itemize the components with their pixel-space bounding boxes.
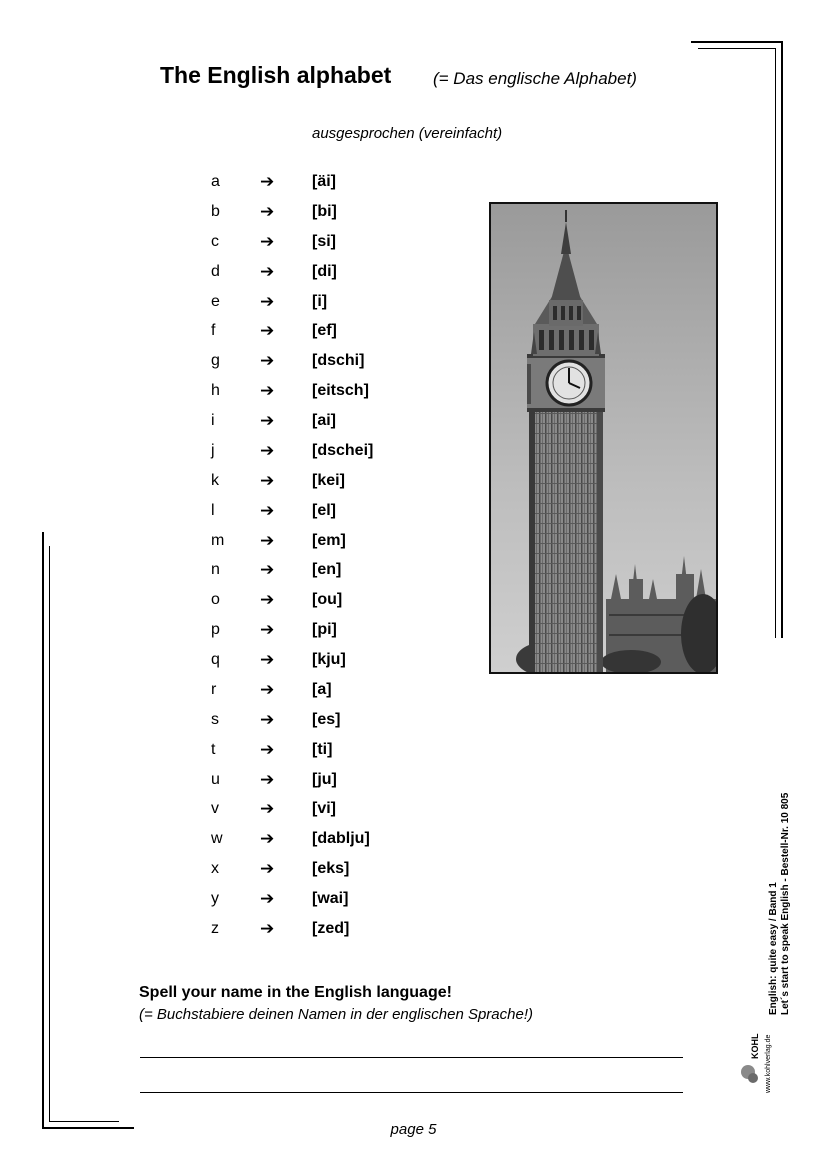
pronunciation: [kei] [312,471,345,489]
alphabet-letter: x [211,860,219,878]
page-title: The English alphabet [160,62,392,88]
alphabet-row [0,173,420,195]
pronunciation: [vi] [312,800,336,818]
alphabet-letter: w [211,830,223,848]
pronunciation: [kju] [312,651,346,669]
arrow-right-icon: ➔ [260,889,275,909]
pronunciation: [ai] [312,412,336,430]
pronunciation: [eks] [312,860,350,878]
arrow-right-icon: ➔ [260,201,275,221]
answer-line-2[interactable] [140,1092,683,1093]
frame-top-outer [691,41,783,43]
book-line: Let´s start to speak English - Bestell-Nr. 10 805 [780,792,791,1015]
arrow-right-icon: ➔ [260,769,275,789]
pronunciation: [ou] [312,591,343,609]
arrow-right-icon: ➔ [260,381,275,401]
alphabet-row [0,621,420,643]
arrow-right-icon: ➔ [260,859,275,879]
arrow-right-icon: ➔ [260,590,275,610]
pronunciation: [äi] [312,173,336,190]
alphabet-row [0,293,420,315]
alphabet-row [0,920,420,942]
arrow-right-icon: ➔ [260,321,275,341]
pronunciation: [es] [312,710,341,728]
pronunciation: [bi] [312,202,337,220]
alphabet-row [0,532,420,554]
alphabet-row [0,233,420,255]
alphabet-row [0,681,420,703]
alphabet-row [0,800,420,822]
series-line: English: quite easy / Band 1 [768,882,779,1015]
big-ben-photo [489,202,718,674]
alphabet-letter: i [211,412,215,430]
alphabet-row [0,263,420,285]
alphabet-row [0,860,420,882]
alphabet-letter: r [211,680,217,698]
arrow-right-icon: ➔ [260,709,275,729]
page-subtitle: (= Das englische Alphabet) [433,69,637,88]
alphabet-letter: k [211,471,219,489]
publisher-website: www.kohlverlag.de [765,1034,772,1093]
alphabet-letter: g [211,352,220,370]
alphabet-row [0,502,420,524]
alphabet-row [0,561,420,583]
alphabet-letter: s [211,710,219,728]
pronunciation: [dschi] [312,352,365,370]
arrow-right-icon: ➔ [260,500,275,520]
pronunciation: [si] [312,232,336,250]
alphabet-row [0,591,420,613]
pronunciation: [a] [312,680,332,698]
publisher-name: KOHL [750,1033,760,1059]
pronunciation: [ju] [312,770,337,788]
arrow-right-icon: ➔ [260,470,275,490]
alphabet-letter: f [211,322,216,340]
alphabet-letter: b [211,202,220,220]
alphabet-letter: o [211,591,220,609]
big-ben-illustration [491,204,716,672]
pronunciation: [el] [312,501,336,519]
alphabet-row [0,890,420,912]
arrow-right-icon: ➔ [260,679,275,699]
alphabet-letter: m [211,531,225,549]
pronunciation: [wai] [312,890,349,908]
pronunciation: [em] [312,531,346,549]
pronunciation-caption: ausgesprochen (vereinfacht) [312,125,503,142]
pronunciation: [ti] [312,740,333,758]
pronunciation: [di] [312,262,337,280]
arrow-right-icon: ➔ [260,919,275,938]
alphabet-letter: v [211,800,219,818]
alphabet-letter: n [211,561,220,579]
exercise-subtitle: (= Buchstabiere deinen Namen in der englischen Sprache!) [139,1006,533,1023]
alphabet-row [0,203,420,225]
pronunciation: [eitsch] [312,382,369,400]
frame-right-outer [781,41,783,638]
alphabet-row [0,711,420,733]
pronunciation: [ef] [312,322,337,340]
alphabet-letter: h [211,382,220,400]
arrow-right-icon: ➔ [260,530,275,550]
alphabet-row [0,472,420,494]
frame-right-inner [775,48,776,638]
answer-line-1[interactable] [140,1057,683,1058]
arrow-right-icon: ➔ [260,739,275,759]
alphabet-letter: c [211,232,219,250]
arrow-right-icon: ➔ [260,560,275,580]
exercise-title: Spell your name in the English language! [139,984,452,1001]
pronunciation: [zed] [312,920,350,937]
arrow-right-icon: ➔ [260,829,275,849]
alphabet-letter: l [211,501,215,519]
arrow-right-icon: ➔ [260,620,275,640]
alphabet-row [0,651,420,673]
alphabet-letter: e [211,292,220,310]
pronunciation: [pi] [312,621,337,639]
arrow-right-icon: ➔ [260,172,275,191]
alphabet-letter: a [211,173,220,190]
alphabet-row [0,741,420,763]
alphabet-letter: q [211,651,220,669]
alphabet-letter: d [211,262,220,280]
alphabet-letter: u [211,770,220,788]
alphabet-row [0,322,420,344]
pronunciation: [i] [312,292,328,310]
publisher-logo-icon-2 [748,1073,758,1083]
pronunciation: [dablju] [312,830,370,848]
arrow-right-icon: ➔ [260,411,275,431]
alphabet-letter: t [211,740,216,758]
frame-top-inner [698,48,776,49]
alphabet-row [0,442,420,464]
arrow-right-icon: ➔ [260,261,275,281]
arrow-right-icon: ➔ [260,351,275,371]
alphabet-letter: p [211,621,220,639]
pronunciation: [dschei] [312,441,374,459]
arrow-right-icon: ➔ [260,231,275,251]
alphabet-row [0,382,420,404]
alphabet-row [0,352,420,374]
alphabet-row [0,412,420,434]
alphabet-letter: y [211,890,219,908]
arrow-right-icon: ➔ [260,650,275,670]
alphabet-row [0,830,420,852]
alphabet-letter: z [211,920,219,937]
page-number: page 5 [390,1121,437,1138]
arrow-right-icon: ➔ [260,440,275,460]
arrow-right-icon: ➔ [260,799,275,819]
pronunciation: [en] [312,561,342,579]
alphabet-row [0,771,420,793]
arrow-right-icon: ➔ [260,291,275,311]
alphabet-letter: j [211,441,215,459]
